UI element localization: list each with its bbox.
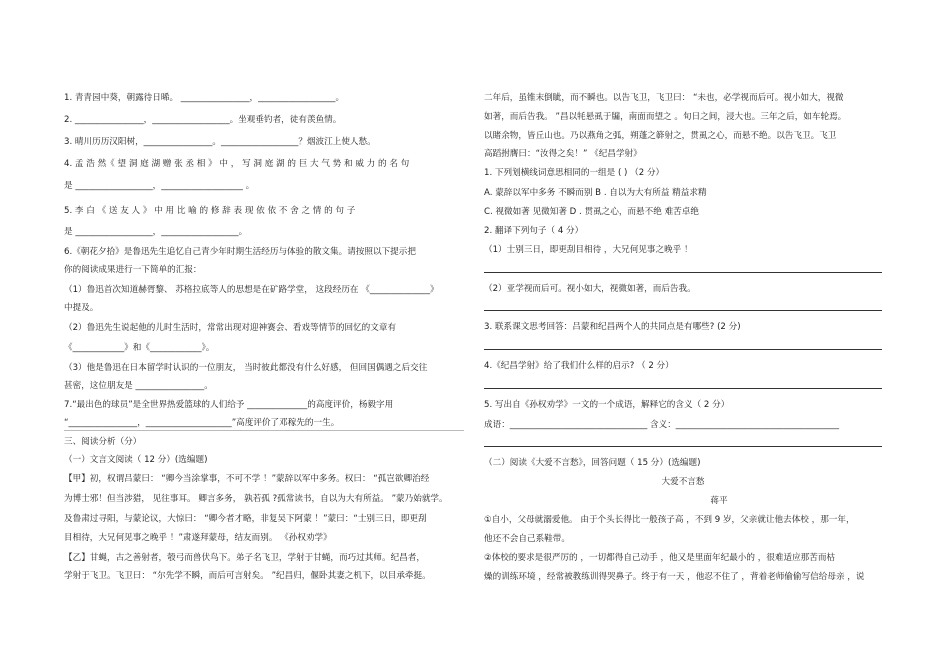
question-6-part-2-cont: 《____________》和《____________》。 — [64, 343, 215, 353]
reading-question-3: 3. 联系课文思考回答：吕蒙和纪昌两个人的共同点是有哪些? (2 分) — [484, 322, 741, 332]
passage-jia-line-4: 目相待，大兄何见事之晚乎 ！”肃遂拜蒙母，结友而别。 《孙权劝学》 — [64, 533, 332, 543]
question-6-intro: 6.《朝花夕拾》是鲁迅先生追忆自己青少年时期生活经历与体验的散文集。请按照以下提示把 — [64, 247, 416, 257]
question-6-part-2: （2）鲁迅先生说起他的儿时生活时，常常出现对迎神赛会、看戏等情节的回忆的文章有 — [64, 323, 397, 333]
section-divider — [64, 430, 464, 431]
question-6-part-3: （3）他是鲁迅在日本留学时认识的一位朋友， 当时彼此都没有什么好感， 但回国偶遇之后交往 — [64, 363, 428, 373]
question-6-part-1-cont: 中提及。 — [64, 303, 99, 313]
option-c-d: C. 视微如著 见微知著 D . 贯虱之心，而悬不绝 难苦卓绝 — [484, 207, 699, 217]
question-4-line-1: 4. 孟 浩 然《 望 洞 庭 湖 赠 张 丞 相 》 中 ， 写 洞 庭 湖 的 巨 大 气 势 和 威 力 的 名 句 — [64, 159, 410, 169]
translate-sentence-1: （1）士别三日，即更刮目相待 ，大兄何见事之晚乎 ！ — [484, 245, 693, 255]
passage-yi-line-3: 二年后，虽锥末倒眦，而不瞬也。以告飞卫，飞卫曰： “未也，必学视而后可。视小如大，视微 — [484, 93, 844, 103]
question-7-line-1: 7.“最出色的球员”是全世界热爱篮球的人们给予 ______________的高度评价，杨毅字用 — [64, 400, 394, 410]
reading-question-4: 4.《纪昌学射》给了我们什么样的启示? （ 2 分） — [484, 361, 674, 371]
reading-question-1: 1. 下列划横线词意思相同的一组是 ( ) （2 分） — [484, 168, 665, 178]
question-2: 2. ________________，__________________。坐观垂钓者，徒有羡鱼情。 — [64, 115, 342, 125]
article-para-1-line-2: 他还不会自己系鞋带。 — [484, 534, 570, 544]
question-1: 1. 青青园中葵，朝露待日晞。 ________________，__________________。 — [64, 93, 345, 103]
passage-jia-line-1: 【甲】初，权谓吕蒙曰： “卿今当涂掌事，不可不学 ！”蒙辞以军中多务。权曰： “孤岂欲卿治经 — [64, 474, 430, 484]
answer-line[interactable] — [484, 272, 882, 273]
passage-yi-line-1: 【乙】甘蝇，古之善射者，彀弓而兽伏鸟下。弟子名飞卫，学射于甘蝇，而巧过其师。纪昌者， — [64, 553, 425, 563]
question-6-intro-2: 你的阅读成果进行一下简单的汇报： — [64, 265, 202, 275]
passage-jia-line-2: 为博士邪！但当涉猎， 见往事耳。 卿言多务， 孰若孤 ?孤常读书，自以为大有所益。 ”蒙乃始就学。 — [64, 494, 448, 504]
article-author: 蒋平 — [710, 496, 728, 506]
article-para-1-line-1: ①自小，父母就溺爱他。 由于个头长得比一般孩子高 ，不到 9 岁，父亲就让他去体校 ，那一年， — [484, 515, 855, 525]
question-5-line-1: 5. 李 白 《 送 友 人 》 中 用 比 喻 的 修 辞 表 现 依 依 不 舍 之 情 的 句 子 — [64, 206, 356, 216]
passage-yi-line-5: 以睹余物，皆丘山也。乃以燕角之弧，朔蓬之簳射之，贯虱之心，而悬不绝。以告飞卫。飞卫 — [484, 131, 837, 141]
reading-2-heading: （二）阅读《大爱不言愁》，回答问题（ 15 分）(选编题) — [484, 458, 701, 468]
reading-question-2: 2. 翻译下列句子（ 4 分） — [484, 226, 584, 236]
question-3: 3. 晴川历历汉阳树，________________。__________________？烟波江上使人愁。 — [64, 137, 376, 147]
option-a-b: A. 蒙辞以军中多务 不瞬而别 B . 自以为大有所益 精益求精 — [484, 188, 707, 198]
passage-jia-line-3: 及鲁肃过寻阳，与蒙论议，大惊曰： “卿今者才略，非复吴下阿蒙 ！”蒙曰：“士别三日，即更刮 — [64, 514, 427, 524]
answer-line[interactable] — [484, 388, 882, 389]
question-4-line-2: 是 __________________，___________________ 。 — [64, 181, 255, 191]
question-5-line-2: 是 __________________，__________________。 — [64, 227, 248, 237]
passage-yi-line-6: 高蹈拊膺曰：“汝得之矣！” 《纪昌学射》 — [484, 149, 642, 159]
answer-line[interactable] — [484, 310, 882, 311]
question-6-part-1: （1）鲁迅首次知道赫胥黎、 苏格拉底等人的思想是在矿路学堂， 这段经历在 《______________》 — [64, 285, 439, 295]
section-3-heading: 三、阅读分析（分） — [64, 437, 142, 447]
question-7-line-2: “________________，____________________”高度评价了邓稼先的一生。 — [64, 418, 340, 428]
article-para-2-line-1: ②体校的要求是很严厉的 ，一切都得自己动手 ，他又是里面年纪最小的 ，很难适应那苦而枯 — [484, 553, 836, 563]
translate-sentence-2: （2）亚学视而后可。视小如大，视微如著，而后告我。 — [484, 284, 696, 294]
question-6-part-3-cont: 甚密，这位朋友是 ________________。 — [64, 381, 213, 391]
article-para-2-line-2: 燥的训练环境 ，经常被教练训得哭鼻子。终于有一天 ，他忍不住了 ，背着老师偷偷写信给母亲 ，说 — [484, 572, 865, 582]
passage-yi-line-2: 学射于飞卫。飞卫曰： “尔先学不瞬，而后可言射矣。 ”纪昌归，偃卧其妻之机下，以目承牵挺。 — [64, 571, 431, 581]
reading-question-5: 5. 写出自《孙权劝学》一文的一个成语，解释它的含义（ 2 分） — [484, 400, 730, 410]
article-title: 大爱不言愁 — [661, 477, 705, 487]
answer-line[interactable] — [484, 446, 882, 447]
idiom-answer-row: 成语：________________________________ 含义：______________________________________ — [484, 420, 840, 430]
passage-yi-line-4: 如著，而后告我。 ”昌以牦悬虱于牖，南面而望之 。旬日之间，浸大也。三年之后，如车轮焉。 — [484, 112, 847, 122]
reading-1-heading: （一）文言文阅读（ 12 分）(选编题) — [64, 455, 208, 465]
answer-line[interactable] — [484, 349, 882, 350]
